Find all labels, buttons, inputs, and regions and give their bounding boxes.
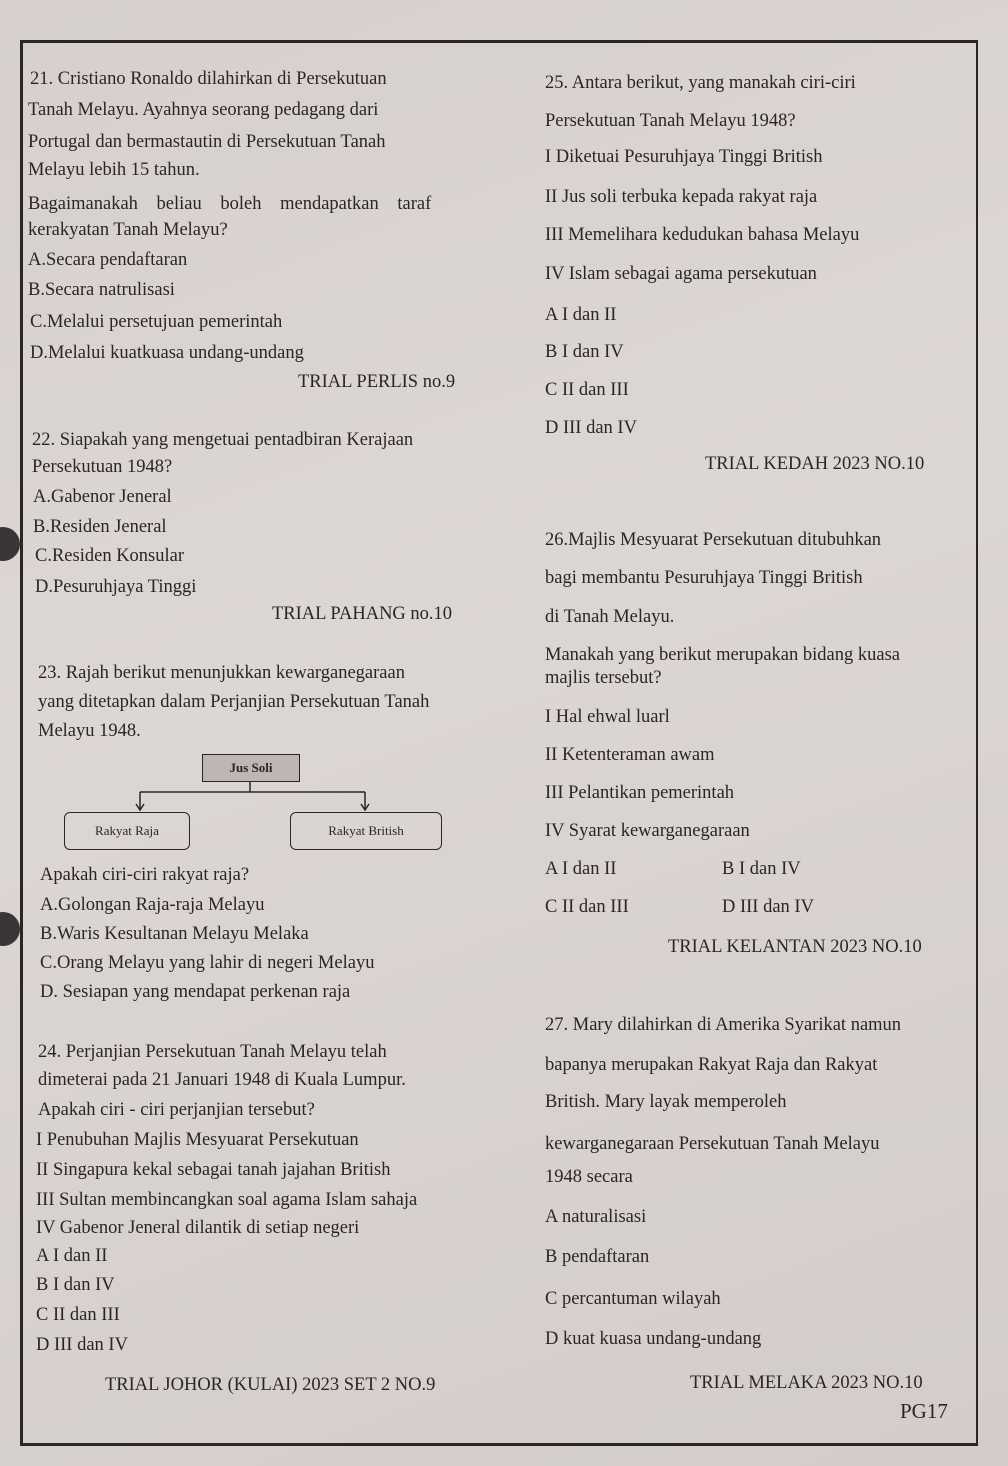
diagram-root-jus-soli: Jus Soli xyxy=(202,754,300,782)
text-line: II Ketenteraman awam xyxy=(545,745,715,765)
text-line: TRIAL MELAKA 2023 NO.10 xyxy=(690,1373,923,1393)
text-line: B I dan IV xyxy=(36,1275,115,1295)
text-line: Apakah ciri-ciri rakyat raja? xyxy=(40,865,250,885)
page-number: PG17 xyxy=(900,1399,948,1423)
text-line: III Memelihara kedudukan bahasa Melayu xyxy=(545,225,860,245)
text-line: C.Residen Konsular xyxy=(35,546,185,566)
text-line: majlis tersebut? xyxy=(545,668,662,688)
text-line: C.Melalui persetujuan pemerintah xyxy=(30,312,283,332)
text-line: D.Melalui kuatkuasa undang-undang xyxy=(30,343,304,363)
binder-hole xyxy=(0,912,20,946)
text-line: Tanah Melayu. Ayahnya seorang pedagang dari xyxy=(28,100,379,120)
binder-hole xyxy=(0,527,20,561)
text-line: 22. Siapakah yang mengetuai pentadbiran Kerajaan xyxy=(32,430,414,450)
text-line: 1948 secara xyxy=(545,1167,633,1187)
text-line: I Diketuai Pesuruhjaya Tinggi British xyxy=(545,147,823,167)
text-line: C II dan III xyxy=(545,380,629,400)
text-line: C II dan III xyxy=(36,1305,120,1325)
text-line: TRIAL JOHOR (KULAI) 2023 SET 2 NO.9 xyxy=(105,1375,436,1395)
text-line: Bagaimanakah beliau boleh mendapatkan taraf xyxy=(28,194,432,214)
text-line: Manakah yang berikut merupakan bidang kuasa xyxy=(545,645,900,665)
text-line: A.Secara pendaftaran xyxy=(28,250,188,270)
text-line: IV Islam sebagai agama persekutuan xyxy=(545,264,817,284)
text-line: D III dan IV xyxy=(722,897,814,917)
text-line: III Sultan membincangkan soal agama Islam sahaja xyxy=(36,1190,418,1210)
text-line: B.Secara natrulisasi xyxy=(28,280,175,300)
text-line: TRIAL KEDAH 2023 NO.10 xyxy=(705,454,925,474)
text-line: Melayu lebih 15 tahun. xyxy=(28,160,200,180)
text-line: British. Mary layak memperoleh xyxy=(545,1092,787,1112)
text-line: D III dan IV xyxy=(545,418,637,438)
text-line: TRIAL PAHANG no.10 xyxy=(272,604,453,624)
text-line: 24. Perjanjian Persekutuan Tanah Melayu telah xyxy=(38,1042,387,1062)
text-line: D III dan IV xyxy=(36,1335,128,1355)
text-line: di Tanah Melayu. xyxy=(545,607,675,627)
text-line: Portugal dan bermastautin di Persekutuan Tanah xyxy=(28,132,386,152)
text-line: bagi membantu Pesuruhjaya Tinggi British xyxy=(545,568,863,588)
text-line: I Penubuhan Majlis Mesyuarat Persekutuan xyxy=(36,1130,359,1150)
text-line: A I dan II xyxy=(36,1246,108,1266)
text-line: kerakyatan Tanah Melayu? xyxy=(28,220,228,240)
text-line: bapanya merupakan Rakyat Raja dan Rakyat xyxy=(545,1055,878,1075)
text-line: A I dan II xyxy=(545,305,617,325)
text-line: yang ditetapkan dalam Perjanjian Persekutuan Tanah xyxy=(38,692,430,712)
text-line: C.Orang Melayu yang lahir di negeri Melayu xyxy=(40,953,375,973)
text-line: D kuat kuasa undang-undang xyxy=(545,1329,762,1349)
text-line: III Pelantikan pemerintah xyxy=(545,783,735,803)
text-line: A.Golongan Raja-raja Melayu xyxy=(40,895,265,915)
text-line: II Jus soli terbuka kepada rakyat raja xyxy=(545,187,818,207)
text-line: B.Waris Kesultanan Melayu Melaka xyxy=(40,924,309,944)
text-line: D. Sesiapan yang mendapat perkenan raja xyxy=(40,982,351,1002)
text-line: Melayu 1948. xyxy=(38,721,141,741)
text-line: B pendaftaran xyxy=(545,1247,650,1267)
diagram-child-rakyat-raja: Rakyat Raja xyxy=(64,812,190,850)
text-line: TRIAL KELANTAN 2023 NO.10 xyxy=(668,937,922,957)
text-line: D.Pesuruhjaya Tinggi xyxy=(35,577,197,597)
text-line: Apakah ciri - ciri perjanjian tersebut? xyxy=(38,1100,315,1120)
jus-soli-diagram xyxy=(60,752,450,852)
text-line: A I dan II xyxy=(545,859,617,879)
text-line: C II dan III xyxy=(545,897,629,917)
text-line: A naturalisasi xyxy=(545,1207,647,1227)
text-line: kewarganegaraan Persekutuan Tanah Melayu xyxy=(545,1134,880,1154)
text-line: 23. Rajah berikut menunjukkan kewarganegaraan xyxy=(38,663,405,683)
text-line: dimeterai pada 21 Januari 1948 di Kuala Lumpur. xyxy=(38,1070,406,1090)
text-line: C percantuman wilayah xyxy=(545,1289,721,1309)
text-line: IV Gabenor Jeneral dilantik di setiap negeri xyxy=(36,1218,360,1238)
text-line: TRIAL PERLIS no.9 xyxy=(298,372,456,392)
text-line: B I dan IV xyxy=(545,342,624,362)
text-line: IV Syarat kewarganegaraan xyxy=(545,821,750,841)
text-line: B.Residen Jeneral xyxy=(33,517,167,537)
text-line: 27. Mary dilahirkan di Amerika Syarikat namun xyxy=(545,1015,902,1035)
text-line: Persekutuan Tanah Melayu 1948? xyxy=(545,111,796,131)
text-line: A.Gabenor Jeneral xyxy=(33,487,172,507)
text-line: 21. Cristiano Ronaldo dilahirkan di Persekutuan xyxy=(30,69,387,89)
text-line: Persekutuan 1948? xyxy=(32,457,173,477)
text-line: B I dan IV xyxy=(722,859,801,879)
text-line: 25. Antara berikut, yang manakah ciri-ciri xyxy=(545,73,856,93)
text-line: II Singapura kekal sebagai tanah jajahan British xyxy=(36,1160,391,1180)
text-line: 26.Majlis Mesyuarat Persekutuan ditubuhkan xyxy=(545,530,882,550)
diagram-child-rakyat-british: Rakyat British xyxy=(290,812,442,850)
text-line: I Hal ehwal luarl xyxy=(545,707,670,727)
